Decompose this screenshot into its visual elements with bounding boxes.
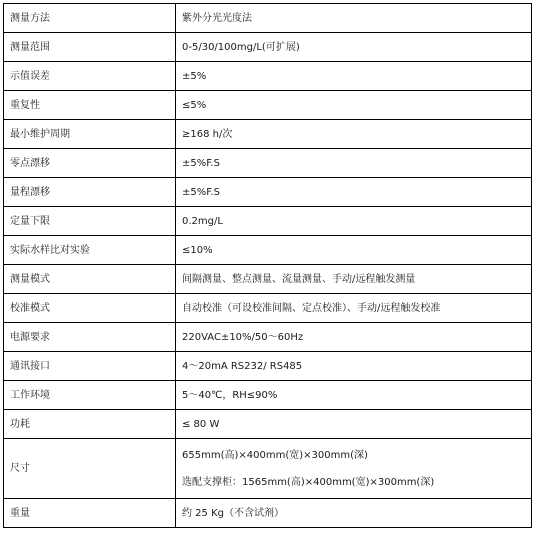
spec-label: 测量模式 [4,265,176,294]
spec-value: 0-5/30/100mg/L(可扩展) [176,33,532,62]
spec-label: 重量 [4,499,176,528]
spec-value: ≥168 h/次 [176,120,532,149]
table-row [4,410,532,439]
spec-label: 重复性 [4,91,176,120]
spec-label: 功耗 [4,410,176,439]
table-row [4,4,532,33]
spec-label: 定量下限 [4,207,176,236]
spec-value-line: 655mm(高)×400mm(宽)×300mm(深) [182,449,368,461]
spec-value: 约 25 Kg（不含试剂） [176,499,532,528]
spec-value: ±5% [176,62,532,91]
spec-value: 0.2mg/L [176,207,532,236]
spec-label: 测量方法 [4,4,176,33]
spec-value: 5～40℃，RH≤90% [176,381,532,410]
spec-label: 测量范围 [4,33,176,62]
spec-value-line: 选配支撑柜：1565mm(高)×400mm(宽)×300mm(深) [182,476,435,488]
table-row [4,381,532,410]
spec-label: 尺寸 [4,439,176,499]
spec-value [176,439,532,499]
spec-label: 工作环境 [4,381,176,410]
table-row [4,499,532,528]
spec-value: ≤5% [176,91,532,120]
spec-value: ±5%F.S [176,178,532,207]
table-row [4,207,532,236]
table-row [4,178,532,207]
spec-value: 自动校准（可设校准间隔、定点校准）、手动/远程触发校准 [176,294,532,323]
table-row [4,149,532,178]
table-row [4,294,532,323]
spec-value: 紫外分光光度法 [176,4,532,33]
spec-label: 最小维护周期 [4,120,176,149]
table-row [4,120,532,149]
spec-label: 示值误差 [4,62,176,91]
spec-label: 零点漂移 [4,149,176,178]
table-row [4,91,532,120]
table-row [4,439,532,499]
spec-label: 电源要求 [4,323,176,352]
spec-table [3,3,532,528]
table-row [4,62,532,91]
spec-value: ±5%F.S [176,149,532,178]
spec-value: 间隔测量、整点测量、流量测量、手动/远程触发测量 [176,265,532,294]
spec-value: ≤10% [176,236,532,265]
table-row [4,323,532,352]
table-row [4,33,532,62]
table-row [4,236,532,265]
table-row [4,265,532,294]
spec-value: 4～20mA RS232/ RS485 [176,352,532,381]
spec-value: ≤ 80 W [176,410,532,439]
table-row [4,352,532,381]
spec-label: 实际水样比对实验 [4,236,176,265]
spec-label: 通讯接口 [4,352,176,381]
spec-label: 量程漂移 [4,178,176,207]
spec-label: 校准模式 [4,294,176,323]
spec-value: 220VAC±10%/50～60Hz [176,323,532,352]
